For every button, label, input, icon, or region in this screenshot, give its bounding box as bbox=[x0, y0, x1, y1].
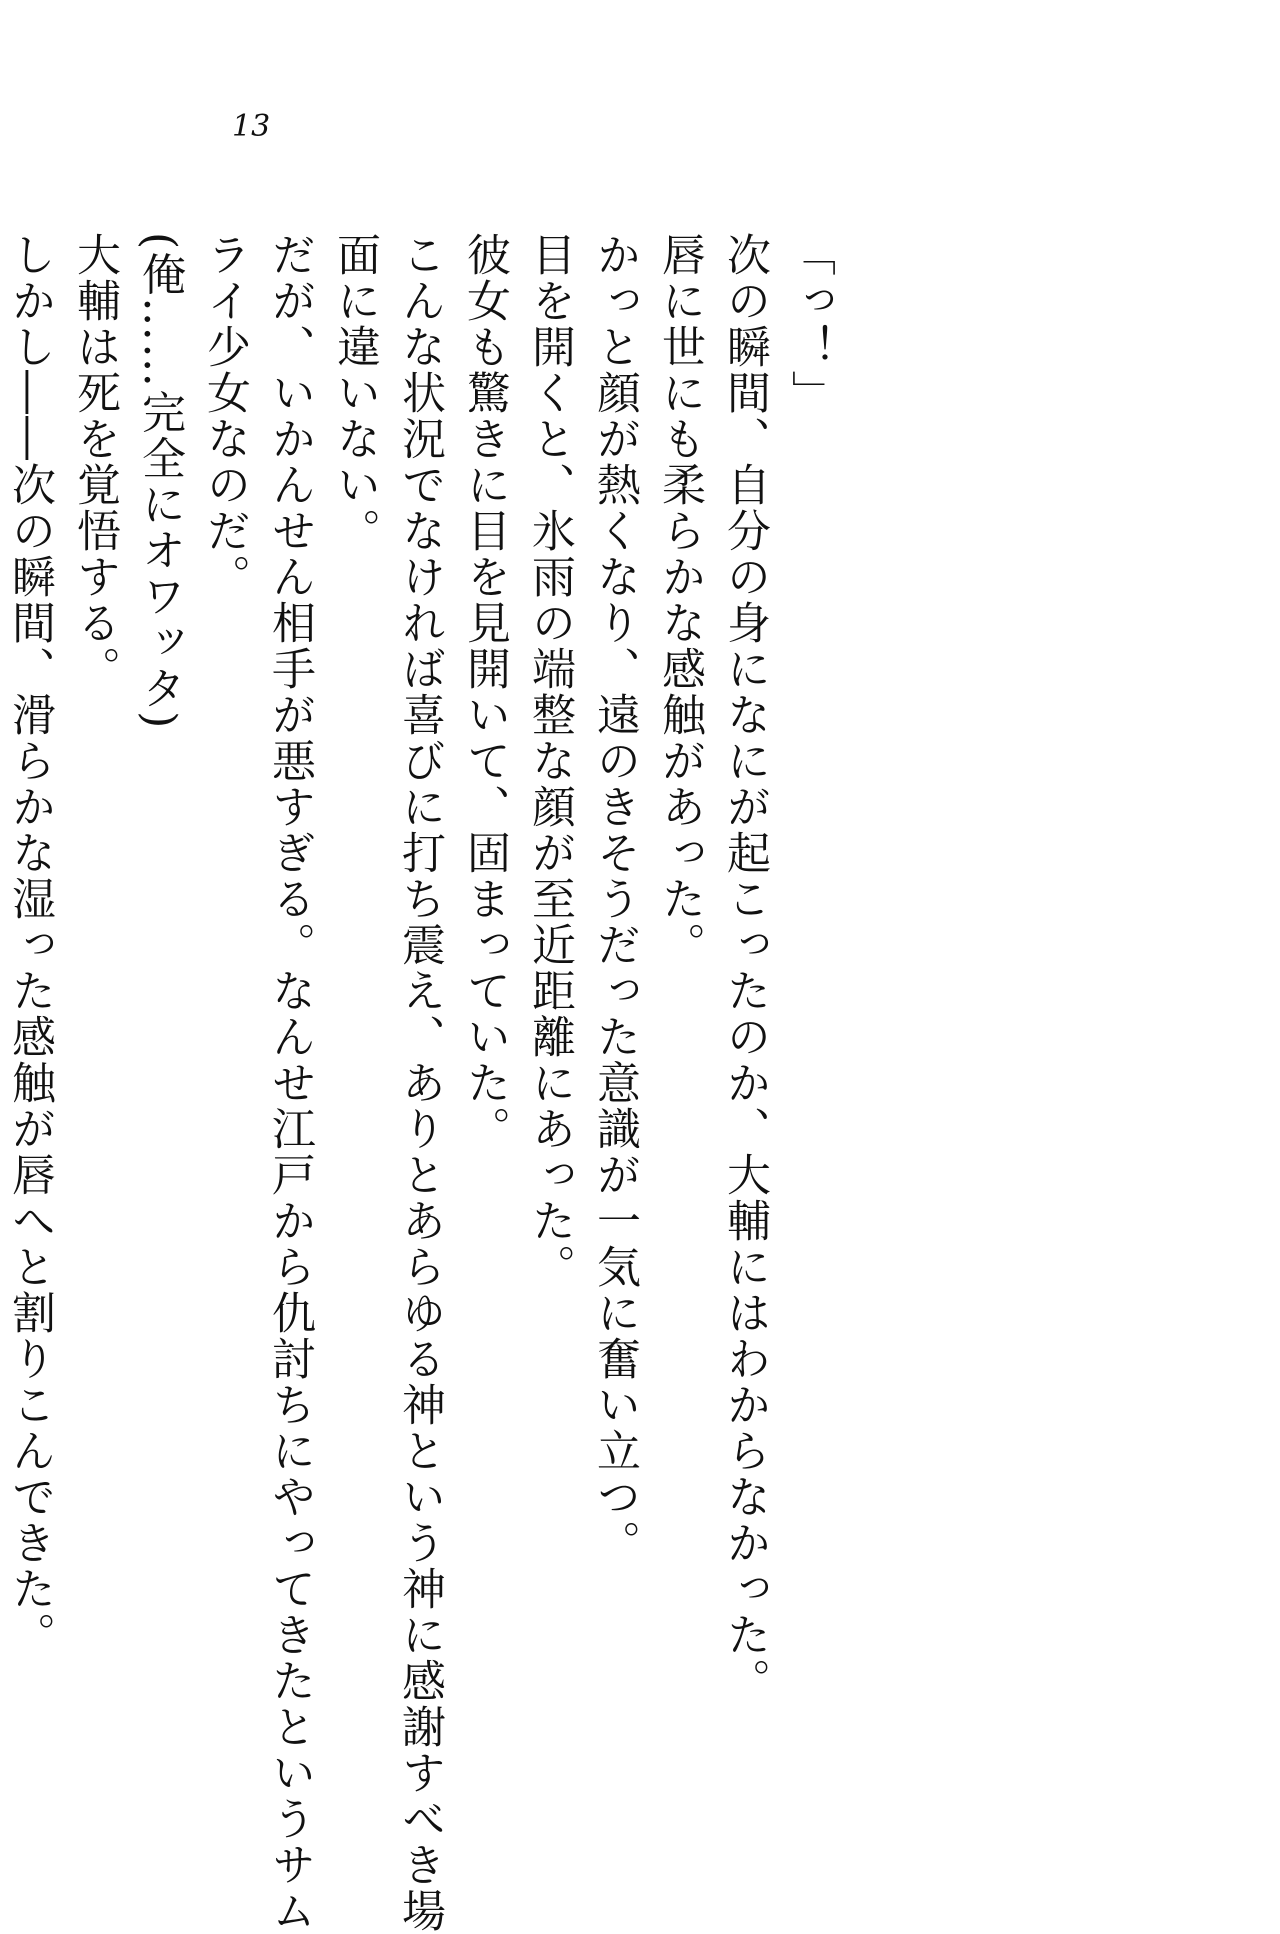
text-line: (俺……完全にオワッタ) bbox=[134, 232, 185, 731]
text-line: 大輔は死を覚悟する。 bbox=[69, 232, 120, 692]
vertical-text-body bbox=[0, 232, 842, 1934]
text-line: かっと顔が熱くなり、遠のきそうだった意識が一気に奮い立つ。 bbox=[589, 232, 640, 1566]
text-line: 「っ！」 bbox=[784, 232, 835, 416]
text-line: こんな状況でなければ喜びに打ち震え、ありとあらゆる神という神に感謝すべき場 bbox=[394, 232, 445, 1934]
text-line: だが、いかんせん相手が悪すぎる。なんせ江戸から仇討ちにやってきたというサム bbox=[264, 232, 315, 1934]
text-line: 面に違いない。 bbox=[329, 232, 380, 554]
text-line: 次の瞬間、自分の身になにが起こったのか、大輔にはわからなかった。 bbox=[719, 232, 770, 1704]
text-line: しかし――次の瞬間、滑らかな湿った感触が唇へと割りこんできた。 bbox=[4, 232, 55, 1658]
text-line: 彼女も驚きに目を見開いて、固まっていた。 bbox=[459, 232, 510, 1152]
text-line: ライ少女なのだ。 bbox=[199, 232, 250, 600]
text-line: 目を開くと、氷雨の端整な顔が至近距離にあった。 bbox=[524, 232, 575, 1290]
page-number: 13 bbox=[232, 109, 271, 144]
text-line: 唇に世にも柔らかな感触があった。 bbox=[654, 232, 705, 968]
